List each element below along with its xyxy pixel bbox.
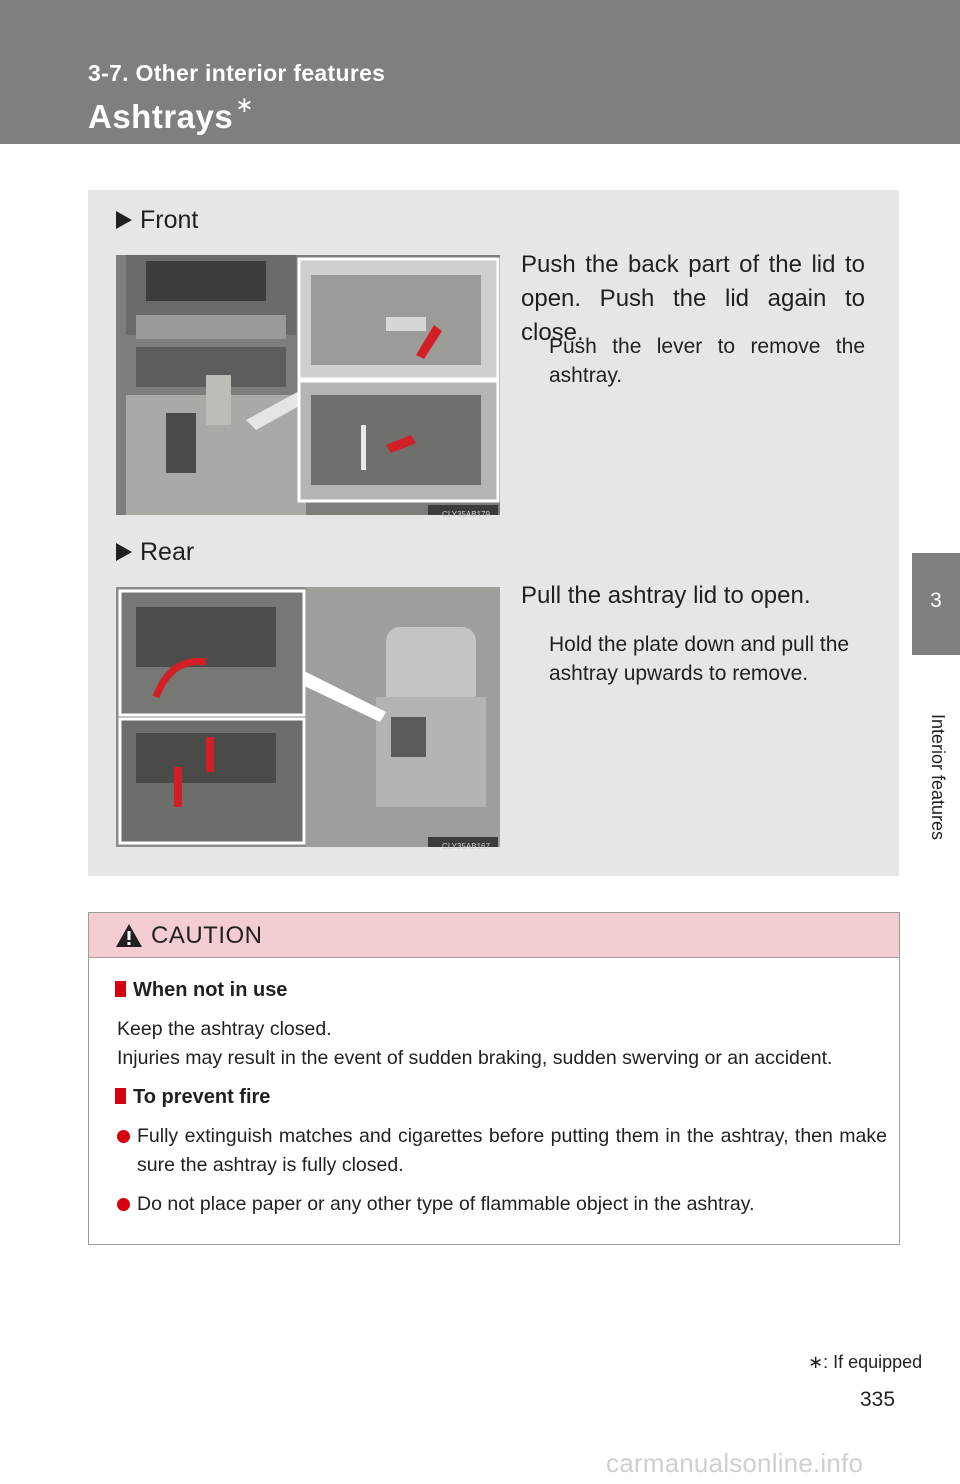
front-image-code: CLY35AB179 <box>442 510 490 519</box>
chapter-label: Interior features <box>928 714 948 841</box>
triangle-arrow-icon <box>116 211 132 229</box>
red-bullet-icon <box>117 1130 130 1143</box>
rear-heading <box>116 538 194 567</box>
watermark: carmanualsonline.info <box>606 1448 864 1478</box>
footnote-mark: ∗ <box>808 1352 824 1372</box>
caution-heading-not-in-use <box>115 979 287 1002</box>
caution-text-line: Keep the ashtray closed. <box>117 1018 332 1040</box>
rear-instruction: Pull the ashtray lid to open. <box>521 582 811 609</box>
footnote-text: : If equipped <box>823 1352 923 1372</box>
caution-header <box>89 913 899 958</box>
section-label: 3-7. Other interior features <box>88 60 386 86</box>
caution-heading-text: To prevent fire <box>133 1086 271 1108</box>
front-instruction: Push the back part of the lid to open. Push the lid again to close. <box>521 251 865 346</box>
red-square-icon <box>115 1088 126 1104</box>
front-note: Push the lever to remove the ashtray. <box>549 335 865 387</box>
rear-heading-text: Rear <box>140 538 195 566</box>
front-heading-text: Front <box>140 206 199 234</box>
front-ashtray-illustration <box>116 255 500 515</box>
caution-bullet <box>117 1122 887 1180</box>
front-heading <box>116 206 198 235</box>
caution-box <box>88 912 900 1245</box>
caution-bullet-text: Do not place paper or any other type of flammable object in the ashtray. <box>137 1193 755 1215</box>
caution-title: CAUTION <box>151 922 263 949</box>
page-number: 335 <box>860 1388 896 1411</box>
caution-bullet-text: Fully extinguish matches and cigarettes before putting them in the ashtray, then make sure the ashtray is fully closed. <box>137 1125 887 1176</box>
red-square-icon <box>115 981 126 997</box>
ashtray-instructions-panel <box>88 190 899 876</box>
chapter-number: 3 <box>930 589 942 612</box>
footnote <box>808 1352 922 1373</box>
page-title <box>88 92 255 136</box>
chapter-tab <box>912 553 960 655</box>
caution-bullet <box>117 1190 887 1219</box>
caution-heading-text: When not in use <box>133 979 288 1001</box>
rear-note: Hold the plate down and pull the ashtray upwards to remove. <box>549 633 850 685</box>
page-header <box>0 0 960 144</box>
caution-text-line: Injuries may result in the event of sudden braking, sudden swerving or an accident. <box>117 1047 833 1069</box>
red-bullet-icon <box>117 1198 130 1211</box>
triangle-arrow-icon <box>116 543 132 561</box>
page-title-text: Ashtrays <box>88 98 234 135</box>
rear-image-code: CLY35AB167 <box>442 842 490 851</box>
warning-triangle-icon <box>115 923 143 948</box>
if-equipped-mark: ∗ <box>235 92 255 117</box>
caution-heading-prevent-fire <box>115 1086 270 1109</box>
rear-ashtray-illustration <box>116 587 500 847</box>
